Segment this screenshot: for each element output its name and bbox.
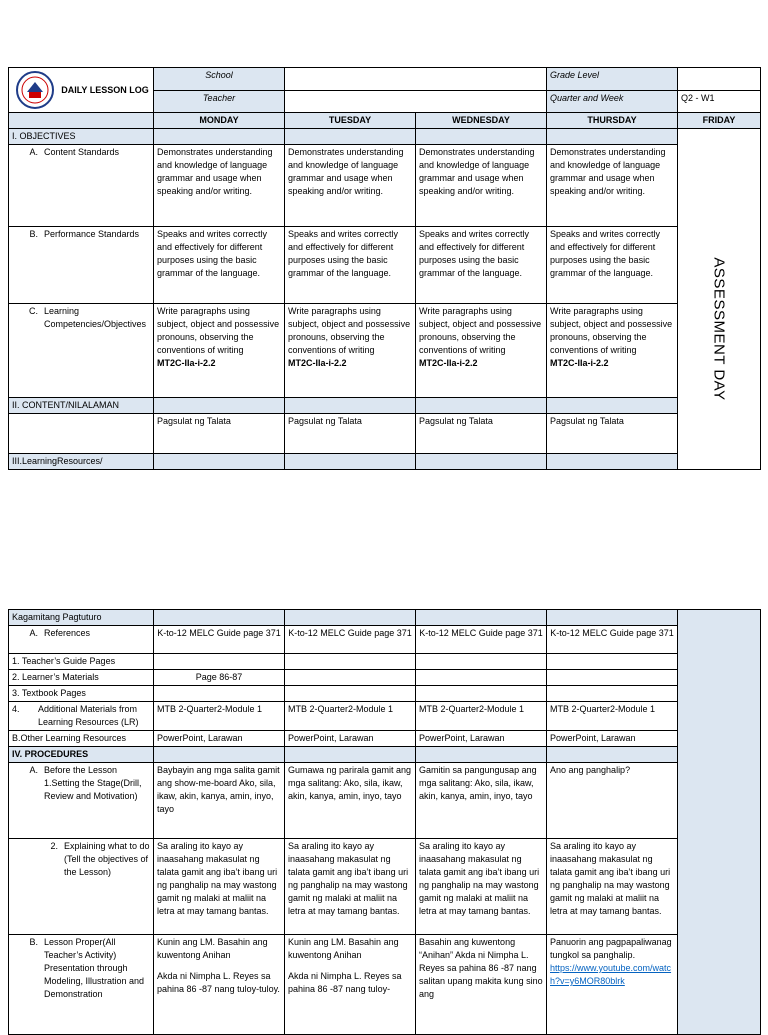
learning-competencies-cell [285, 304, 416, 398]
content-label-blank [9, 414, 154, 454]
content-standards-label [9, 145, 154, 227]
references-label [9, 626, 154, 654]
competency-text: Write paragraphs using subject, object and possessive pronouns, observing the conventions of writing [157, 306, 280, 355]
before-lesson-cell: Baybayin ang mga salita gamit ang show-me-board Ako, sila, ikaw, akin, kanya, amin, inyo, tayo [154, 763, 285, 839]
competency-text: Write paragraphs using subject, object and possessive pronouns, observing the conventions of writing [419, 306, 542, 355]
day-header-blank [9, 113, 154, 129]
shaded-cell [285, 747, 416, 763]
empty-cell [416, 654, 547, 670]
day-header-monday: MONDAY [154, 113, 285, 129]
day-header-friday: FRIDAY [678, 113, 761, 129]
procedures-heading: IV. PROCEDURES [9, 747, 154, 763]
empty-cell [547, 670, 678, 686]
row-number: A. [29, 765, 38, 775]
performance-standards-cell: Speaks and writes correctly and effectively for different purposes using the basic grammar of the language. [285, 227, 416, 304]
explaining-cell: Sa araling ito kayo ay inaasahang makasulat ng talata gamit ang iba’t ibang uri ng panghalip na may wastong gamit ng malaki at maliit na letra at may tamang bantas. [416, 839, 547, 935]
references-cell: K-to-12 MELC Guide page 371 [154, 626, 285, 654]
performance-standards-cell: Speaks and writes correctly and effectively for different purposes using the basic grammar of the language. [416, 227, 547, 304]
references-cell: K-to-12 MELC Guide page 371 [547, 626, 678, 654]
shaded-cell [285, 454, 416, 470]
competency-code: MT2C-IIa-i-2.2 [419, 358, 478, 368]
row-number: 2. [50, 841, 58, 851]
lesson-proper-cell-thursday [547, 935, 678, 1035]
quarter-week-label: Quarter and Week [547, 90, 678, 113]
before-lesson-cell: Ano ang panghalip? [547, 763, 678, 839]
row-label: Explaining what to do (Tell the objectives of the Lesson) [64, 841, 150, 877]
row-label: Lesson Proper(All Teacher’s Activity) Presentation through Modeling, Illustration and Demonstration [44, 937, 145, 999]
explaining-cell: Sa araling ito kayo ay inaasahang makasulat ng talata gamit ang iba’t ibang uri ng panghalip na may wastong gamit ng malaki at maliit na letra at may tamang bantas. [547, 839, 678, 935]
additional-materials-cell: MTB 2-Quarter2-Module 1 [285, 702, 416, 731]
school-label: School [154, 68, 285, 91]
additional-materials-cell: MTB 2-Quarter2-Module 1 [547, 702, 678, 731]
teachers-guide-label: 1. Teacher’s Guide Pages [9, 654, 154, 670]
shaded-cell [547, 747, 678, 763]
lesson-proper-label [9, 935, 154, 1035]
lesson-text: Akda ni Nimpha L. Reyes sa pahina 86 -87 nang tuloy-tuloy. [157, 971, 280, 994]
explaining-cell: Sa araling ito kayo ay inaasahang makasulat ng talata gamit ang iba’t ibang uri ng panghalip na may wastong gamit ng malaki at maliit na letra at may tamang bantas. [285, 839, 416, 935]
shaded-cell [154, 454, 285, 470]
competency-text: Write paragraphs using subject, object and possessive pronouns, observing the conventions of writing [288, 306, 411, 355]
performance-standards-cell: Speaks and writes correctly and effectively for different purposes using the basic grammar of the language. [154, 227, 285, 304]
header-title-cell [9, 68, 154, 113]
content-cell: Pagsulat ng Talata [285, 414, 416, 454]
competency-code: MT2C-IIa-i-2.2 [157, 358, 216, 368]
row-number: A. [29, 147, 38, 157]
other-resources-cell: PowerPoint, Larawan [416, 731, 547, 747]
learning-competencies-cell [547, 304, 678, 398]
deped-seal-icon [11, 70, 59, 110]
empty-cell [416, 670, 547, 686]
day-header-tuesday: TUESDAY [285, 113, 416, 129]
row-number: B. [29, 937, 38, 947]
references-cell: K-to-12 MELC Guide page 371 [416, 626, 547, 654]
empty-cell [547, 686, 678, 702]
shaded-cell [285, 398, 416, 414]
shaded-cell [416, 129, 547, 145]
row-number: 4. [12, 704, 20, 714]
shaded-cell [416, 747, 547, 763]
performance-standards-label [9, 227, 154, 304]
row-label: Before the Lesson 1.Setting the Stage(Drill, Review and Motivation) [44, 765, 142, 801]
friday-column-cell [678, 610, 761, 1035]
lesson-log-table-2 [8, 609, 761, 1035]
competency-text: Write paragraphs using subject, object and possessive pronouns, observing the conventions of writing [550, 306, 673, 355]
empty-cell [547, 654, 678, 670]
learning-competencies-label [9, 304, 154, 398]
learners-materials-cell: Page 86-87 [154, 670, 285, 686]
competency-code: MT2C-IIa-i-2.2 [550, 358, 609, 368]
teacher-label: Teacher [154, 90, 285, 113]
shaded-cell [154, 747, 285, 763]
kagamitan-heading: Kagamitang Pagtuturo [9, 610, 154, 626]
additional-materials-cell: MTB 2-Quarter2-Module 1 [154, 702, 285, 731]
other-resources-cell: PowerPoint, Larawan [154, 731, 285, 747]
empty-cell [416, 686, 547, 702]
other-resources-cell: PowerPoint, Larawan [285, 731, 416, 747]
quarter-week-field[interactable]: Q2 - W1 [678, 90, 761, 113]
lesson-text: Kunin ang LM. Basahin ang kuwentong Anihan [157, 937, 268, 960]
empty-cell [154, 686, 285, 702]
competency-code: MT2C-IIa-i-2.2 [288, 358, 347, 368]
objectives-heading: I. OBJECTIVES [9, 129, 154, 145]
lesson-log-table-1 [8, 67, 761, 470]
grade-level-field[interactable] [678, 68, 761, 91]
learning-competencies-cell [416, 304, 547, 398]
shaded-cell [416, 610, 547, 626]
additional-materials-label [9, 702, 154, 731]
shaded-cell [547, 454, 678, 470]
row-number: C. [29, 306, 38, 316]
content-standards-cell: Demonstrates understanding and knowledge of language grammar and usage when speaking and/or writing. [285, 145, 416, 227]
content-cell: Pagsulat ng Talata [154, 414, 285, 454]
lesson-proper-cell-monday [154, 935, 285, 1035]
school-field[interactable] [285, 68, 547, 91]
explaining-cell: Sa araling ito kayo ay inaasahang makasulat ng talata gamit ang iba’t ibang uri ng panghalip na may wastong gamit ng malaki at maliit na letra at may tamang bantas. [154, 839, 285, 935]
row-label: References [44, 628, 91, 638]
content-standards-cell: Demonstrates understanding and knowledge of language grammar and usage when speaking and/or writing. [154, 145, 285, 227]
content-heading: II. CONTENT/NILALAMAN [9, 398, 154, 414]
explaining-label [9, 839, 154, 935]
shaded-cell [416, 398, 547, 414]
empty-cell [285, 654, 416, 670]
references-cell: K-to-12 MELC Guide page 371 [285, 626, 416, 654]
lesson-text: Akda ni Nimpha L. Reyes sa pahina 86 -87 nang tuloy- [288, 971, 402, 994]
empty-cell [154, 654, 285, 670]
content-standards-cell: Demonstrates understanding and knowledge of language grammar and usage when speaking and/or writing. [416, 145, 547, 227]
content-cell: Pagsulat ng Talata [416, 414, 547, 454]
row-label: Content Standards [44, 147, 120, 157]
lesson-text: Kunin ang LM. Basahin ang kuwentong Anihan [288, 937, 399, 960]
youtube-link[interactable]: https://www.youtube.com/watch?v=y6MOR80blrk [550, 963, 672, 986]
shaded-cell [154, 398, 285, 414]
lesson-text: Panuorin ang pagpapaliwanag tungkol sa panghalip. [550, 937, 672, 960]
performance-standards-cell: Speaks and writes correctly and effectively for different purposes using the basic grammar of the language. [547, 227, 678, 304]
shaded-cell [154, 610, 285, 626]
shaded-cell [416, 454, 547, 470]
lesson-proper-cell-tuesday [285, 935, 416, 1035]
empty-cell [285, 686, 416, 702]
other-resources-cell: PowerPoint, Larawan [547, 731, 678, 747]
teacher-field[interactable] [285, 90, 547, 113]
before-lesson-cell: Gamitin sa pangungusap ang mga salitang: Ako, sila, ikaw, akin, kanya, amin, inyo, tayo [416, 763, 547, 839]
day-header-thursday: THURSDAY [547, 113, 678, 129]
shaded-cell [547, 129, 678, 145]
day-header-wednesday: WEDNESDAY [416, 113, 547, 129]
shaded-cell [285, 610, 416, 626]
row-label: Performance Standards [44, 229, 140, 239]
row-label: Learning Competencies/Objectives [44, 306, 147, 329]
page-title: DAILY LESSON LOG [61, 85, 149, 95]
content-cell: Pagsulat ng Talata [547, 414, 678, 454]
row-number: B. [29, 229, 38, 239]
shaded-cell [547, 610, 678, 626]
before-lesson-label [9, 763, 154, 839]
row-label: Additional Materials from Learning Resources (LR) [38, 704, 139, 727]
learners-materials-label: 2. Learner’s Materials [9, 670, 154, 686]
shaded-cell [547, 398, 678, 414]
other-resources-label: B.Other Learning Resources [9, 731, 154, 747]
additional-materials-cell: MTB 2-Quarter2-Module 1 [416, 702, 547, 731]
grade-level-label: Grade Level [547, 68, 678, 91]
content-standards-cell: Demonstrates understanding and knowledge of language grammar and usage when speaking and/or writing. [547, 145, 678, 227]
learning-competencies-cell [154, 304, 285, 398]
assessment-day-label: ASSESSMENT DAY [710, 257, 728, 401]
before-lesson-cell: Gumawa ng parirala gamit ang mga salitang: Ako, sila, ikaw, akin, kanya, amin, inyo, tayo [285, 763, 416, 839]
lesson-proper-cell-wednesday: Basahin ang kuwentong “Anihan” Akda ni Nimpha L. Reyes sa pahina 86 -87 nang salitan upang makita kung sino ang [416, 935, 547, 1035]
empty-cell [285, 670, 416, 686]
friday-assessment-cell [678, 129, 761, 470]
row-number: A. [29, 628, 38, 638]
shaded-cell [285, 129, 416, 145]
shaded-cell [154, 129, 285, 145]
textbook-pages-label: 3. Textbook Pages [9, 686, 154, 702]
learning-resources-heading: III.LearningResources/ [9, 454, 154, 470]
